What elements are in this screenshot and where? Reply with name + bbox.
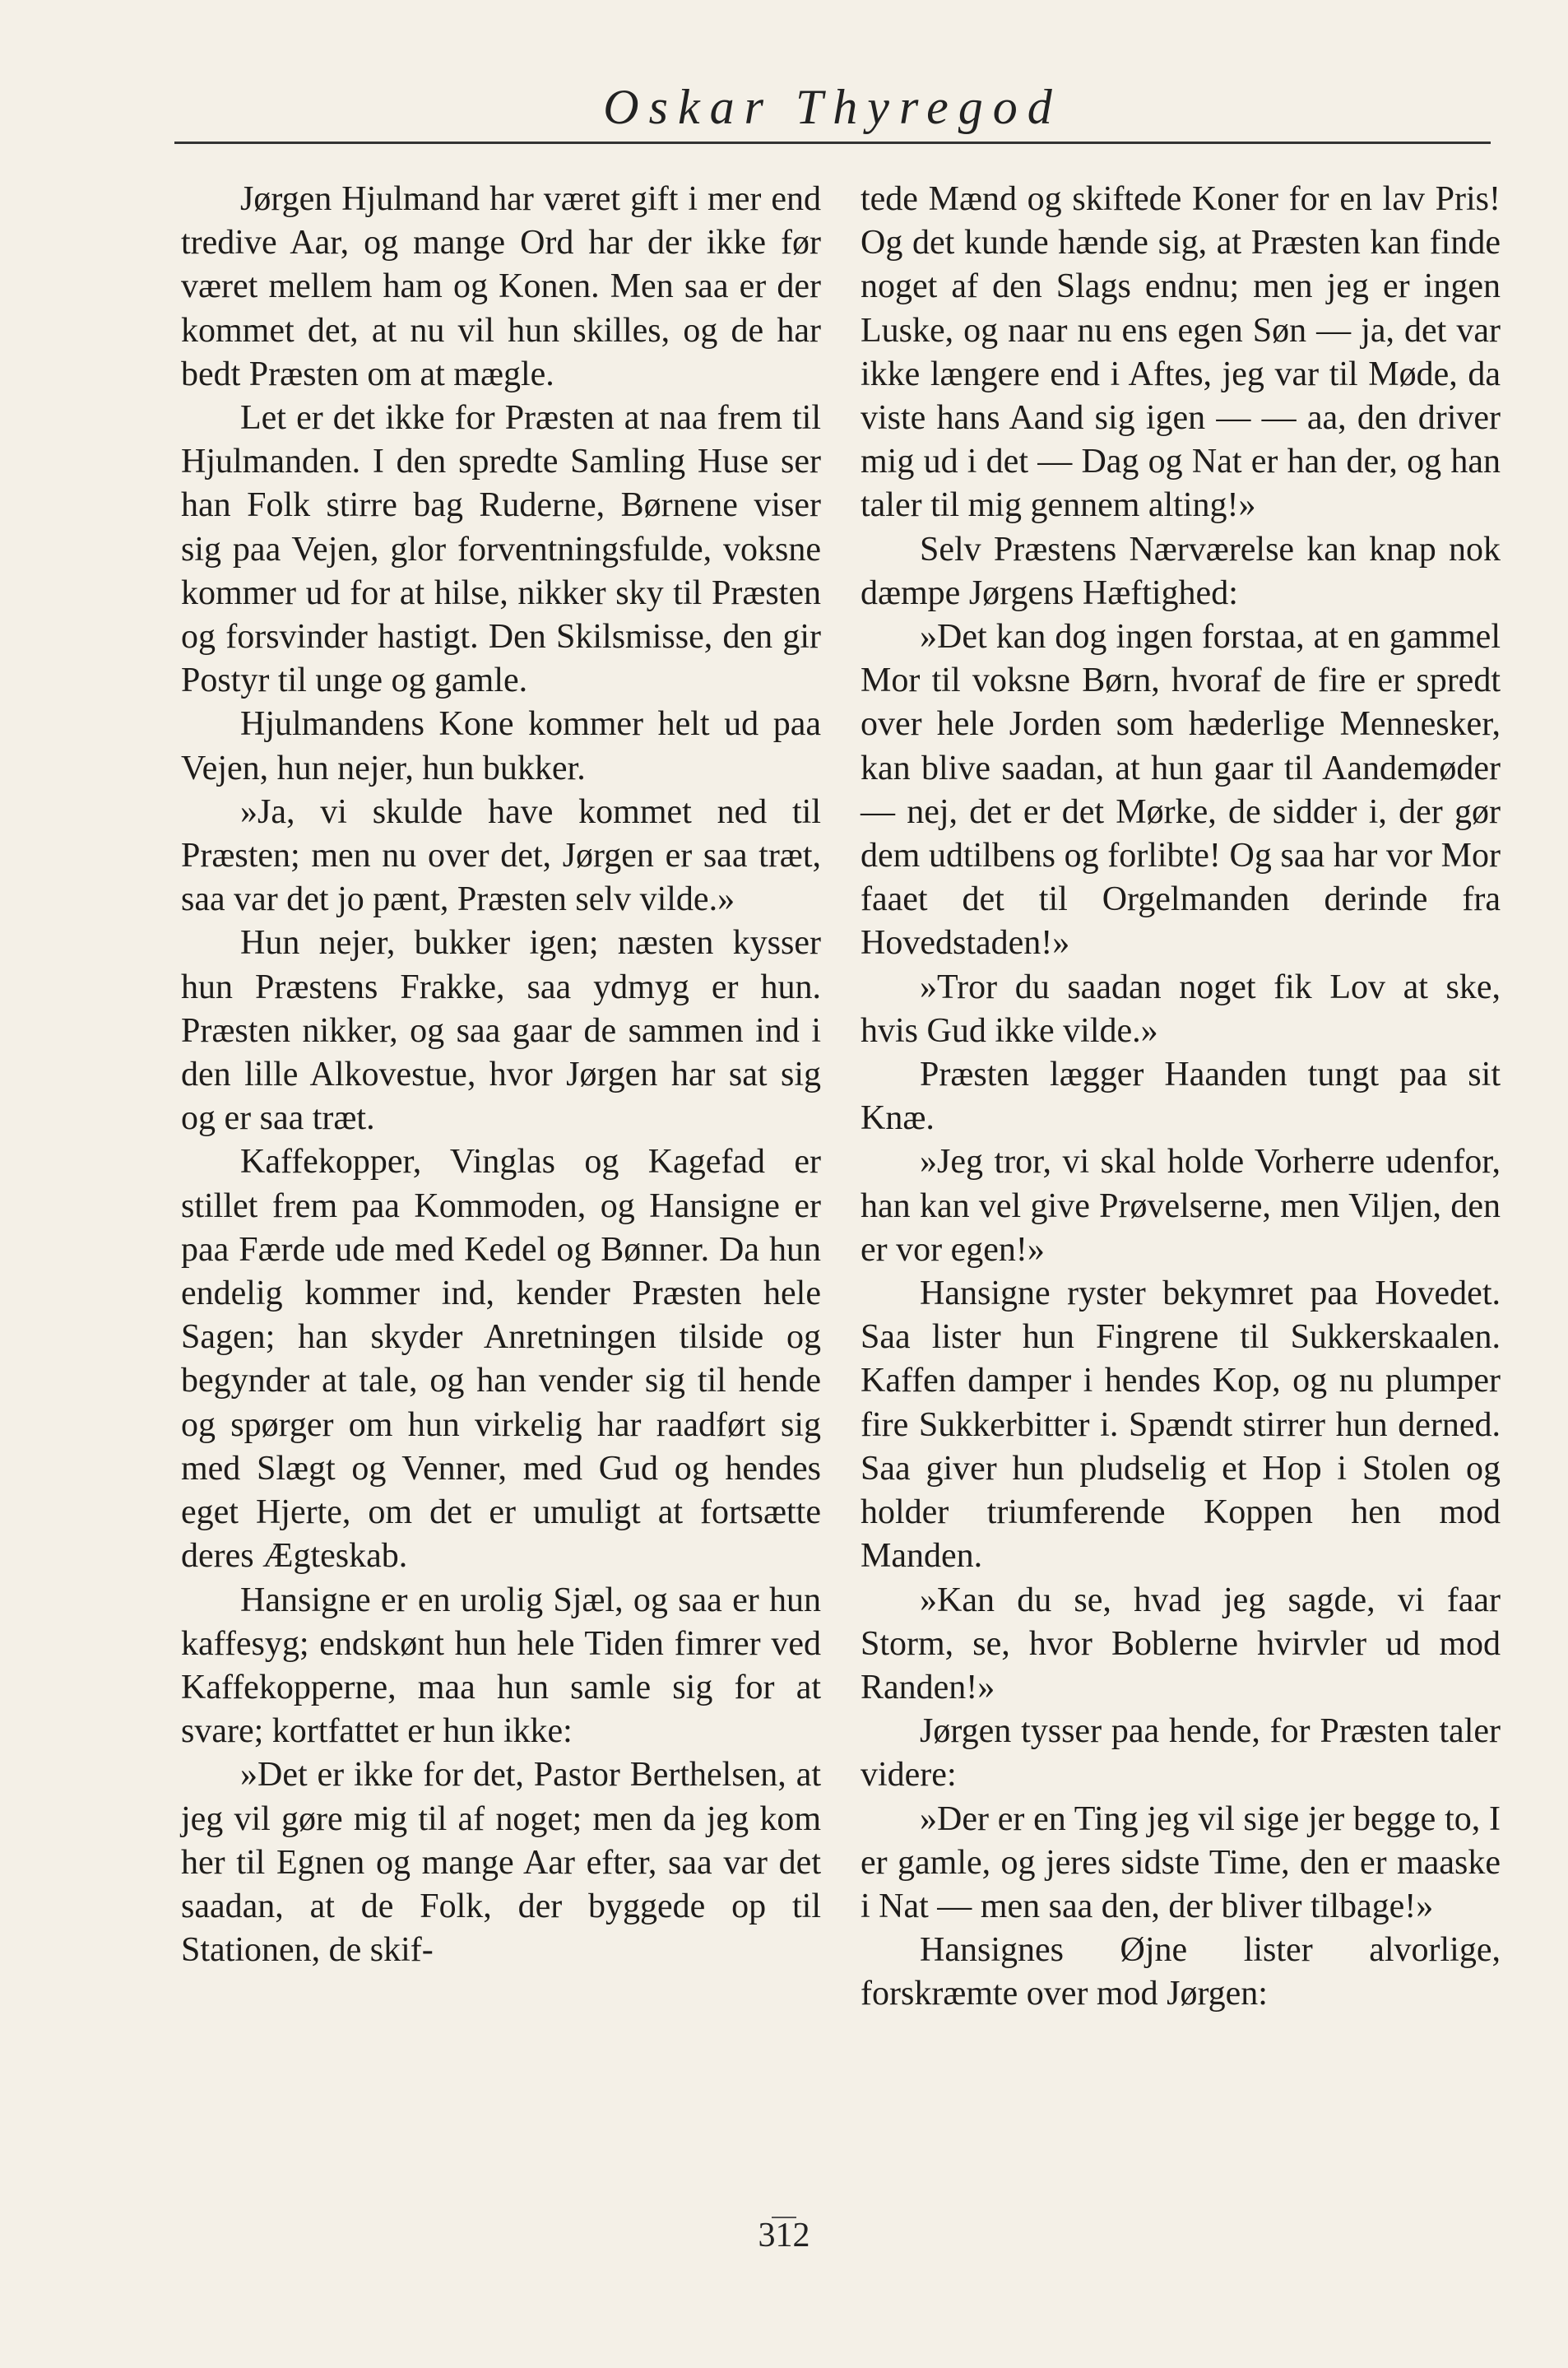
- paragraph: »Der er en Ting jeg vil sige jer begge to, I er gamle, og jeres sidste Time, den er maaske i Nat — men saa den, der bliver tilbage!»: [861, 1799, 1501, 1925]
- paragraph: »Tror du saadan noget fik Lov at ske, hvis Gud ikke vilde.»: [861, 968, 1501, 1050]
- page-number: 312: [758, 2217, 810, 2254]
- paragraph: Hansigne ryster bekymret paa Hovedet. Saa lister hun Fingrene til Sukkerskaalen. Kaffen damper i hendes Kop, og nu plumper fire Sukkerbitter i. Spændt stirrer hun derned. Saa giver hun pludselig et Hop i Stolen og holder triumferende Koppen hen mod Manden.: [861, 1275, 1501, 1576]
- paragraph-continuation: tede Mænd og skiftede Koner for en lav Pris! Og det kunde hænde sig, at Præsten kan finde noget af den Slags endnu; men jeg er ingen Luske, og naar nu ens egen Søn — ja, det var ikke længere end i Aftes, jeg var til Møde, da viste hans Aand sig igen — — aa, den driver mig ud i det — Dag og Nat er han der, og han taler til mig gennem alting!»: [861, 180, 1501, 525]
- paragraph: Hjulmandens Kone kommer helt ud paa Vejen, hun nejer, hun bukker.: [181, 705, 821, 787]
- paragraph: Let er det ikke for Præsten at naa frem til Hjulmanden. I den spredte Samling Huse ser han Folk stirre bag Ruderne, Børnene viser sig paa Vejen, glor forventningsfulde, voksne kommer ud for at hilse, nikker sky til Præsten og forsvinder hastigt. Den Skilsmisse, den gir Postyr til unge og gamle.: [181, 399, 821, 700]
- paragraph: »Ja, vi skulde have kommet ned til Præsten; men nu over det, Jørgen er saa træt, saa var det jo pænt, Præsten selv vilde.»: [181, 792, 821, 919]
- paragraph: »Kan du se, hvad jeg sagde, vi faar Storm, se, hvor Boblerne hvirvler ud mod Randen!»: [861, 1581, 1501, 1706]
- paragraph: Præsten lægger Haanden tungt paa sit Knæ.: [861, 1056, 1501, 1138]
- paragraph: Hansignes Øjne lister alvorlige, forskræmte over mod Jørgen:: [861, 1931, 1501, 2013]
- running-header: Oskar Thyregod: [603, 80, 1062, 134]
- paragraph: Jørgen tysser paa hende, for Præsten taler videre:: [861, 1712, 1501, 1795]
- paragraph: Kaffekopper, Vinglas og Kagefad er stillet frem paa Kommoden, og Hansigne er paa Færde ude med Kedel og Bønner. Da hun endelig kommer ind, kender Præsten hele Sagen; han skyder Anretningen tilside og begynder at tale, og han vender sig til hende og spørger om hun virkelig har raadført sig med Slægt og Venner, med Gud og hendes eget Hjerte, om det er umuligt at fortsætte deres Ægteskab.: [181, 1143, 821, 1576]
- left-column: [181, 178, 821, 1972]
- paragraph: Hansigne er en urolig Sjæl, og saa er hun kaffesyg; endskønt hun hele Tiden fimrer ved Kaffekopperne, maa hun samle sig for at svare; kortfattet er hun ikke:: [181, 1581, 821, 1751]
- paragraph: »Det er ikke for det, Pastor Berthelsen, at jeg vil gøre mig til af noget; men da jeg kom her til Egnen og mange Aar efter, saa var det saadan, at de Folk, der byggede op til Stationen, de skif-: [181, 1756, 821, 1970]
- paragraph: »Det kan dog ingen forstaa, at en gammel Mor til voksne Børn, hvoraf de fire er spredt over hele Jorden som hæderlige Mennesker, kan blive saadan, at hun gaar til Aandemøder — nej, det er det Mørke, de sidder i, der gør dem udtilbens og forlibte! Og saa har vor Mor faaet det til Orgelmanden derinde fra Hovedstaden!»: [861, 618, 1501, 963]
- paragraph: Jørgen Hjulmand har været gift i mer end tredive Aar, og mange Ord har der ikke før været mellem ham og Konen. Men saa er der kommet det, at nu vil hun skilles, og de har bedt Præsten om at mægle.: [181, 180, 821, 393]
- right-column: [861, 178, 1501, 2017]
- paragraph: »Jeg tror, vi skal holde Vorherre udenfor, han kan vel give Prøvelserne, men Viljen, den er vor egen!»: [861, 1143, 1501, 1269]
- paragraph: Selv Præstens Nærværelse kan knap nok dæmpe Jørgens Hæftighed:: [861, 530, 1501, 612]
- header-rule: [174, 142, 1491, 144]
- paragraph: Hun nejer, bukker igen; næsten kysser hun Præstens Frakke, saa ydmyg er hun. Præsten nikker, og saa gaar de sammen ind i den lille Alkovestue, hvor Jørgen har sat sig og er saa træt.: [181, 924, 821, 1138]
